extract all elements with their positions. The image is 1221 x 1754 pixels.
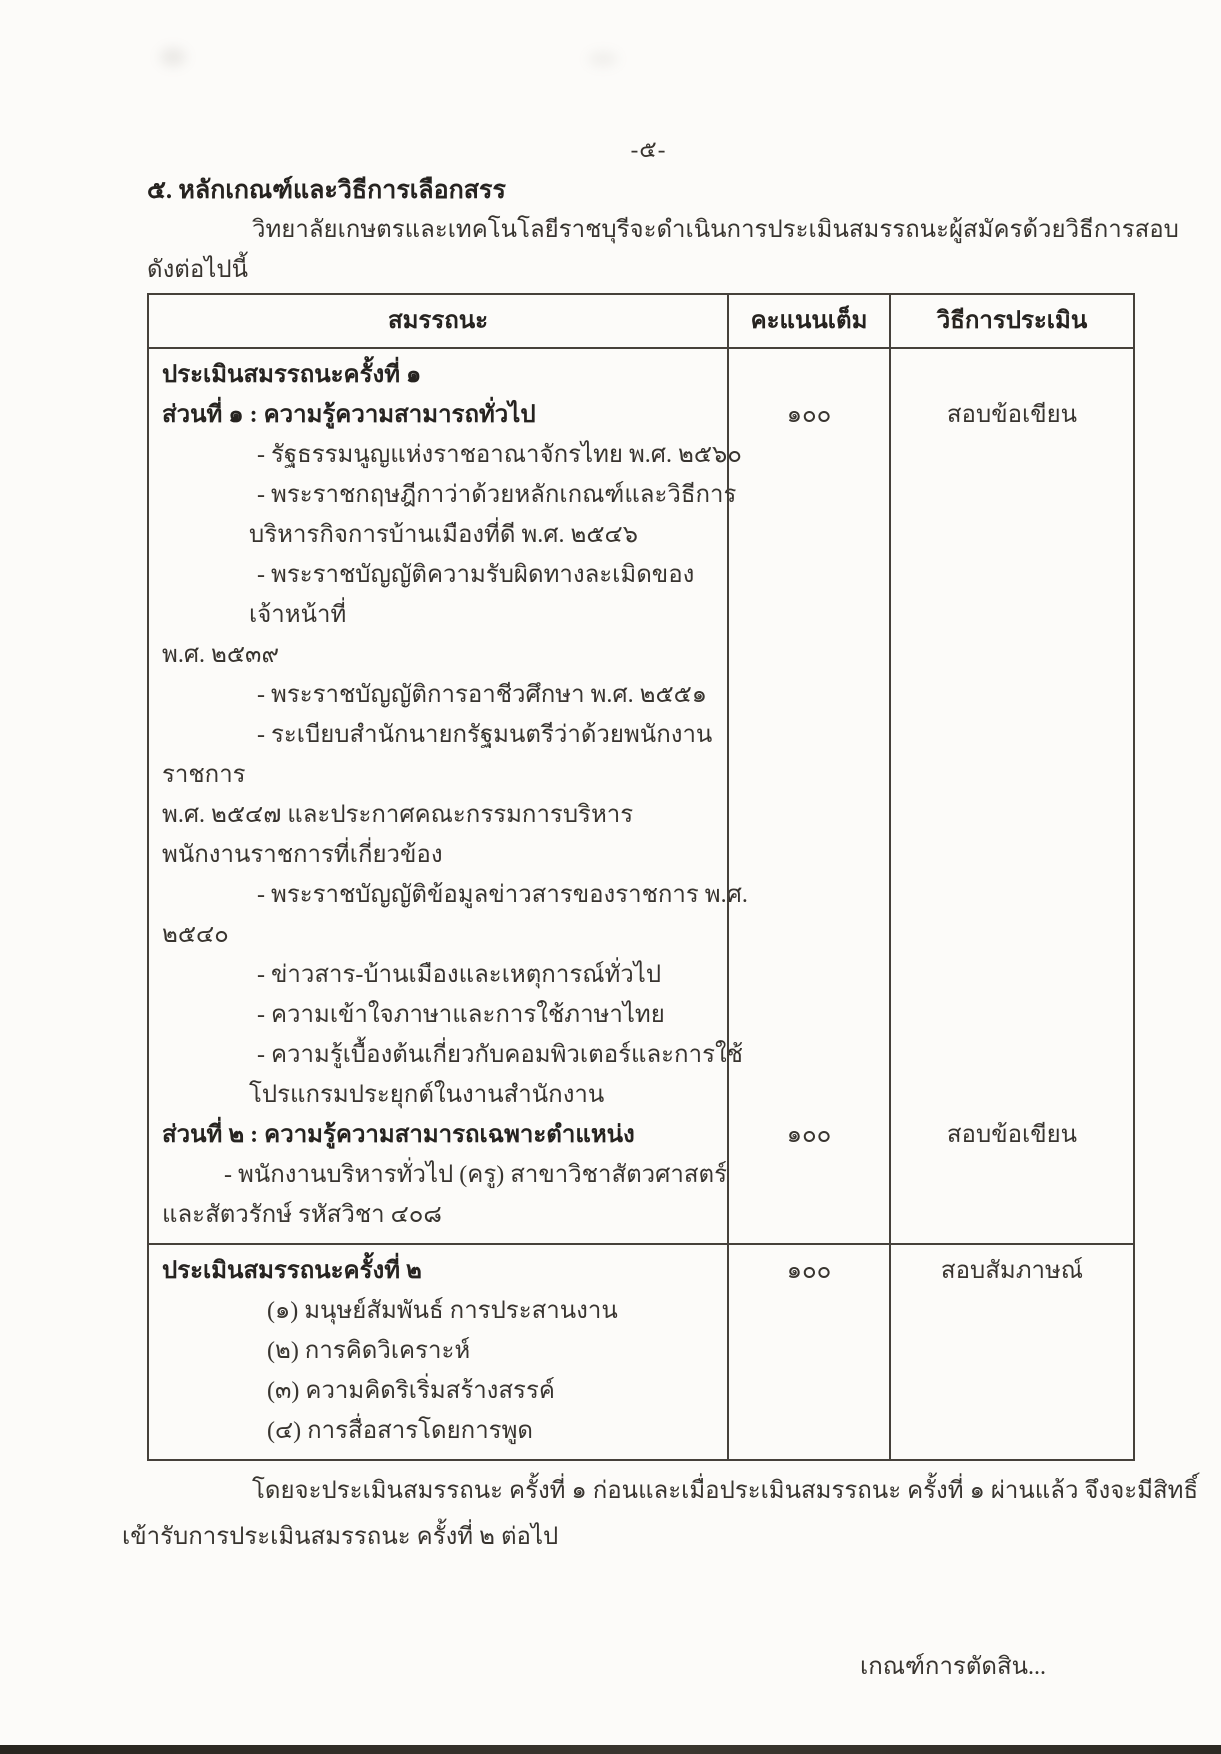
score-value: ๑๐๐ [786,402,832,428]
table-line: พ.ศ. ๒๕๓๙ [162,642,280,668]
evaluation-method: สอบข้อเขียน [946,1122,1078,1148]
table-line: - ความเข้าใจภาษาและการใช้ภาษาไทย [257,1002,665,1028]
full-score-cell [727,1245,889,1459]
table-line: - ข่าวสาร-บ้านเมืองและเหตุการณ์ทั่วไป [257,962,662,988]
closing-line-1: โดยจะประเมินสมรรถนะ ครั้งที่ ๑ ก่อนและเมื่อประเมินสมรรถนะ ครั้งที่ ๑ ผ่านแล้ว จึงจะมีสิทธิ์ [252,1478,1199,1504]
table-row [149,1243,1133,1459]
full-score-cell [727,349,889,1243]
table-body [149,349,1133,1459]
table-line: (๓) ความคิดริเริ่มสร้างสรรค์ [267,1378,555,1404]
table-line: (๒) การคิดวิเคราะห์ [267,1338,471,1364]
table-line: - ระเบียบสำนักนายกรัฐมนตรีว่าด้วยพนักงาน [257,722,713,748]
scan-smudge [588,52,618,66]
table-line: พนักงานราชการที่เกี่ยวข้อง [162,842,443,868]
table-line: - พระราชกฤษฎีกาว่าด้วยหลักเกณฑ์และวิธีการ [257,482,737,508]
intro-paragraph [147,210,1179,290]
competency-cell [149,349,748,1243]
evaluation-method-cell [889,349,1133,1243]
closing-paragraph [122,1468,1198,1560]
table-line: ราชการ [162,762,246,788]
scan-bottom-edge [0,1745,1221,1754]
column-header-evaluation-method: วิธีการประเมิน [889,295,1133,347]
section-heading: ๕. หลักเกณฑ์และวิธีการเลือกสรร [147,177,506,204]
table-line: ประเมินสมรรถนะครั้งที่ ๒ [162,1258,422,1284]
continuation-note: เกณฑ์การตัดสิน... [860,1654,1047,1680]
table-line: - ความรู้เบื้องต้นเกี่ยวกับคอมพิวเตอร์และการใช้ [257,1042,743,1068]
evaluation-method-cell [889,1245,1133,1459]
intro-line-1: วิทยาลัยเกษตรและเทคโนโลยีราชบุรีจะดำเนินการประเมินสมรรถนะผู้สมัครด้วยวิธีการสอบ [252,217,1179,243]
assessment-table [147,293,1135,1461]
closing-line-2: เข้ารับการประเมินสมรรถนะ ครั้งที่ ๒ ต่อไป [122,1524,559,1550]
table-line: - พนักงานบริหารทั่วไป (ครู) สาขาวิชาสัตวศาสตร์ [224,1162,727,1188]
table-line: บริหารกิจการบ้านเมืองที่ดี พ.ศ. ๒๕๔๖ [249,522,638,548]
competency-cell [149,1245,727,1459]
table-row [149,349,1133,1243]
table-line: (๔) การสื่อสารโดยการพูด [267,1418,533,1444]
table-line: ส่วนที่ ๒ : ความรู้ความสามารถเฉพาะตำแหน่ง [162,1122,635,1148]
table-line: - พระราชบัญญัติการอาชีวศึกษา พ.ศ. ๒๕๕๑ [257,682,708,708]
score-value: ๑๐๐ [786,1258,832,1284]
column-header-full-score: คะแนนเต็ม [727,295,889,347]
table-line: (๑) มนุษย์สัมพันธ์ การประสานงาน [267,1298,618,1324]
table-line: เจ้าหน้าที่ [249,602,347,628]
table-line: ประเมินสมรรถนะครั้งที่ ๑ [162,362,422,388]
table-header-row [149,295,1133,349]
table-line: พ.ศ. ๒๕๔๗ และประกาศคณะกรรมการบริหาร [162,802,634,828]
page-number: -๕- [630,137,667,162]
intro-line-2: ดังต่อไปนี้ [147,257,249,283]
table-line: ๒๕๔๐ [162,922,229,948]
evaluation-method: สอบข้อเขียน [946,402,1078,428]
score-value: ๑๐๐ [786,1122,832,1148]
scan-smudge [160,48,186,66]
column-header-competency: สมรรถนะ [387,308,489,334]
table-line: และสัตวรักษ์ รหัสวิชา ๔๐๘ [162,1202,442,1228]
evaluation-method: สอบสัมภาษณ์ [940,1258,1084,1284]
table-line: - พระราชบัญญัติข้อมูลข่าวสารของราชการ พ.ศ. [257,882,748,908]
table-line: โปรแกรมประยุกต์ในงานสำนักงาน [249,1082,605,1108]
table-line: - พระราชบัญญัติความรับผิดทางละเมิดของ [257,562,695,588]
table-line: ส่วนที่ ๑ : ความรู้ความสามารถทั่วไป [162,402,536,428]
table-line: - รัฐธรรมนูญแห่งราชอาณาจักรไทย พ.ศ. ๒๕๖๐ [257,442,742,468]
